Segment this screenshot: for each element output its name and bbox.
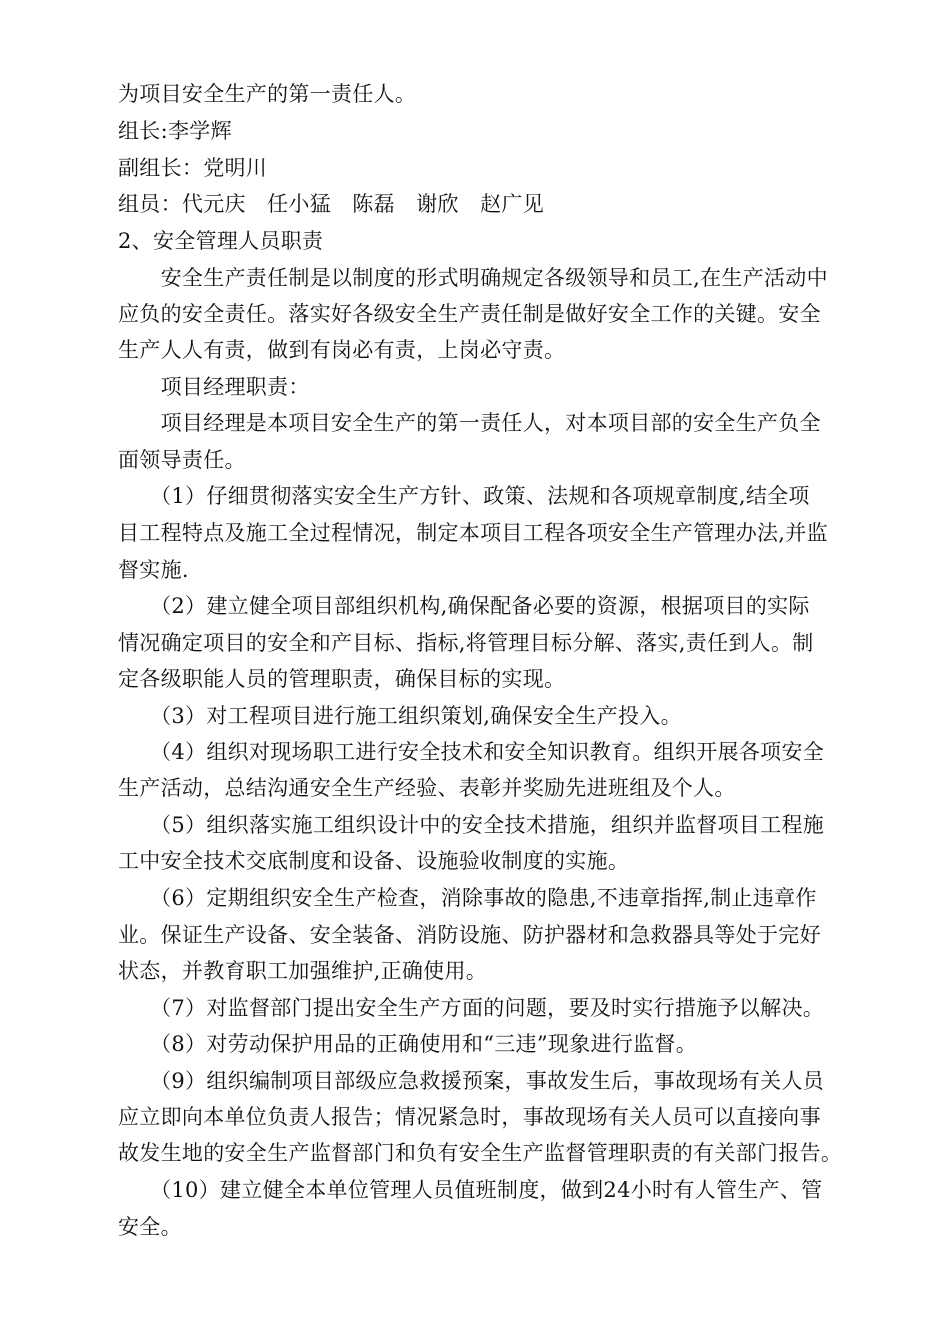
list-item-line: 安全。 — [118, 1215, 182, 1239]
text-line: 生产人人有责，做到有岗必有责，上岗必守责。 — [118, 338, 566, 362]
text-line: 组长:李学辉 — [118, 119, 232, 143]
list-item-line: 业。保证生产设备、安全装备、消防设施、防护器材和急救器具等处于完好 — [118, 923, 821, 947]
section-heading: 2、安全管理人员职责 — [118, 229, 324, 253]
list-item-line: 生产活动，总结沟通安全生产经验、表彰并奖励先进班组及个人。 — [118, 776, 736, 800]
list-item-line: （5）组织落实施工组织设计中的安全技术措施，组织并监督项目工程施 — [118, 813, 825, 837]
list-item-line: 应立即向本单位负责人报告；情况紧急时，事故现场有关人员可以直接向事 — [118, 1105, 821, 1129]
list-item-line: （10）建立健全本单位管理人员值班制度，做到24小时有人管生产、管 — [118, 1178, 823, 1202]
list-item-line: （7）对监督部门提出安全生产方面的问题，要及时实行措施予以解决。 — [118, 996, 825, 1020]
list-item-line: 工中安全技术交底制度和设备、设施验收制度的实施。 — [118, 849, 630, 873]
list-item-line: （8）对劳动保护用品的正确使用和“三违”现象进行监督。 — [118, 1032, 698, 1056]
list-item-line: 目工程特点及施工全过程情况，制定本项目工程各项安全生产管理办法,并监 — [118, 521, 828, 545]
list-item-line: 故发生地的安全生产监督部门和负有安全生产监督管理职责的有关部门报告。 — [118, 1141, 843, 1165]
list-item-line: （3）对工程项目进行施工组织策划,确保安全生产投入。 — [118, 704, 682, 728]
text-line: 项目经理是本项目安全生产的第一责任人，对本项目部的安全生产负全 — [118, 411, 821, 435]
list-item-line: 情况确定项目的安全和产目标、指标,将管理目标分解、落实,责任到人。制 — [118, 631, 814, 655]
text-line: 应负的安全责任。落实好各级安全生产责任制是做好安全工作的关键。安全 — [118, 302, 821, 326]
text-line: 组员：代元庆 任小猛 陈磊 谢欣 赵广见 — [118, 192, 544, 216]
list-item-line: 督实施. — [118, 558, 189, 582]
list-item-line: （4）组织对现场职工进行安全技术和安全知识教育。组织开展各项安全 — [118, 740, 825, 764]
list-item-line: 定各级职能人员的管理职责，确保目标的实现。 — [118, 667, 566, 691]
text-line: 面领导责任。 — [118, 448, 246, 472]
text-line: 副组长：党明川 — [118, 156, 268, 180]
subheading: 项目经理职责： — [118, 375, 310, 399]
list-item-line: （9）组织编制项目部级应急救援预案，事故发生后，事故现场有关人员 — [118, 1069, 825, 1093]
text-line: 安全生产责任制是以制度的形式明确规定各级领导和员工,在生产活动中 — [118, 266, 828, 290]
list-item-line: （2）建立健全项目部组织机构,确保配备必要的资源，根据项目的实际 — [118, 594, 810, 618]
list-item-line: 状态，并教育职工加强维护,正确使用。 — [118, 959, 488, 983]
text-line: 为项目安全生产的第一责任人。 — [118, 82, 417, 106]
list-item-line: （1）仔细贯彻落实安全生产方针、政策、法规和各项规章制度,结全项 — [118, 484, 810, 508]
list-item-line: （6）定期组织安全生产检查，消除事故的隐患,不违章指挥,制止违章作 — [118, 886, 817, 910]
